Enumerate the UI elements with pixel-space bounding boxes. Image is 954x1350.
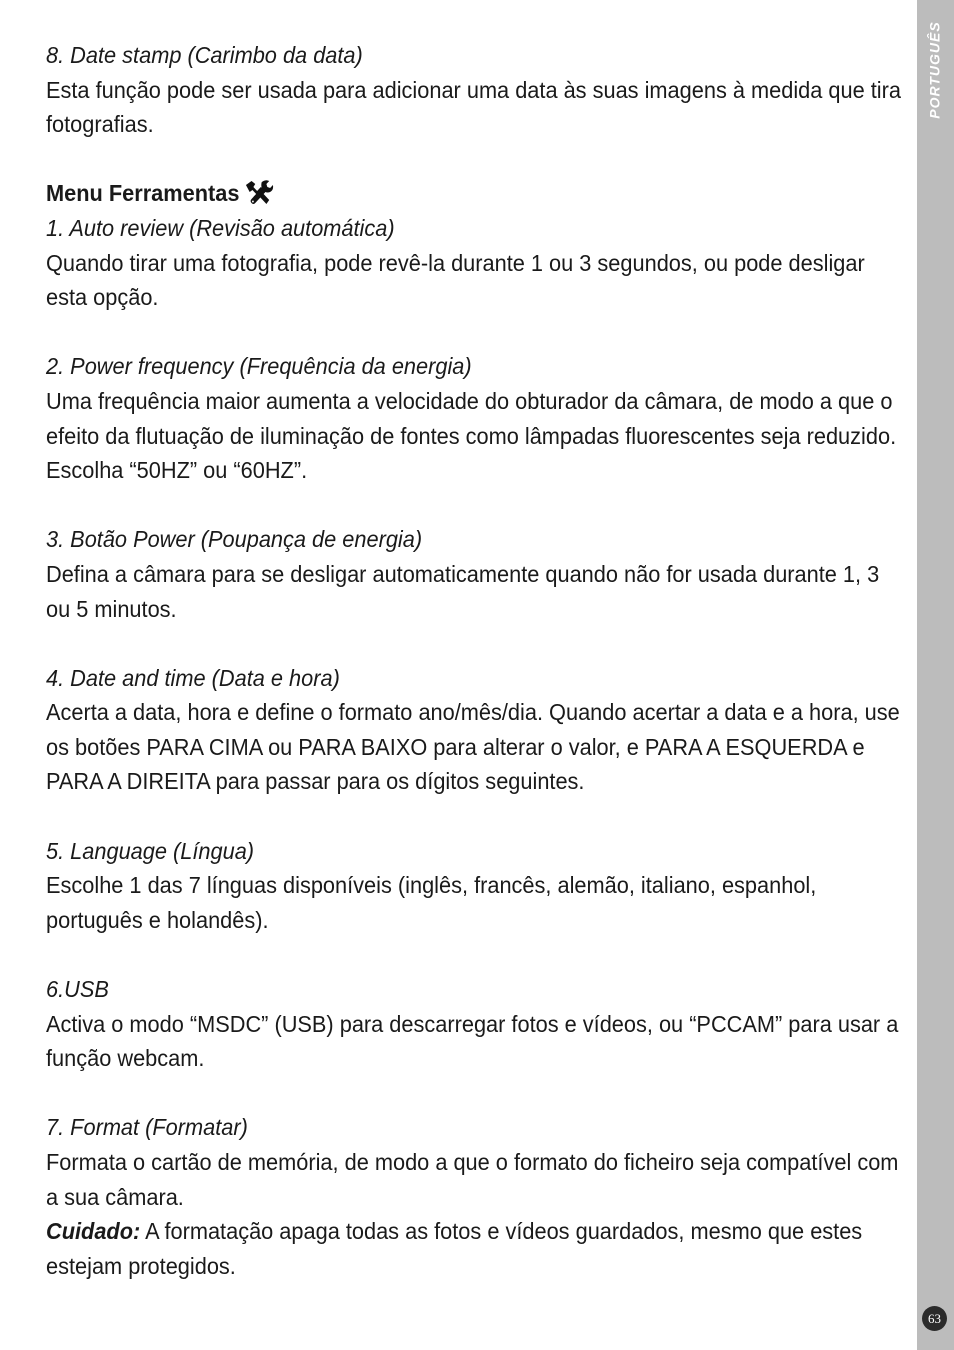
power-save-title: 3. Botão Power (Poupança de energia) xyxy=(46,526,423,553)
format-body: Formata o cartão de memória, de modo a que o formato do ficheiro seja compatível com a sua câmara. xyxy=(46,1149,899,1210)
caution-body: A formatação apaga todas as fotos e vídeos guardados, mesmo que estes estejam protegidos. xyxy=(46,1218,863,1279)
spacer xyxy=(46,488,907,523)
usb-body: Activa o modo “MSDC” (USB) para descarregar fotos e vídeos, ou “PCCAM” para usar a função webcam. xyxy=(46,1010,899,1072)
date-stamp-title: 8. Date stamp (Carimbo da data) xyxy=(46,42,363,68)
power-frequency-body: Uma frequência maior aumenta a velocidade do obturador da câmara, de modo a que o efeito da flutuação de iluminação de fontes como lâmpadas fluorescentes seja reduzido. Escolha “50HZ” ou “60HZ”. xyxy=(46,387,897,484)
date-stamp-body: Esta função pode ser usada para adicionar uma data às suas imagens à medida que tira fotografias. xyxy=(46,76,901,138)
power-save-body: Defina a câmara para se desligar automaticamente quando não for usada durante 1, 3 ou 5 minutos. xyxy=(46,560,880,622)
page-number: 63 xyxy=(922,1306,947,1331)
menu-heading xyxy=(46,176,907,211)
language-label: PORTUGUÊS xyxy=(927,21,943,119)
format-title: 7. Format (Formatar) xyxy=(46,1114,248,1141)
language-body: Escolhe 1 das 7 línguas disponíveis (inglês, francês, alemão, italiano, espanhol, português e holandês). xyxy=(46,872,817,933)
spacer xyxy=(46,626,907,661)
auto-review-body: Quando tirar uma fotografia, pode revê-la durante 1 ou 3 segundos, ou pode desligar esta opção. xyxy=(46,249,865,311)
spacer xyxy=(46,1076,907,1111)
spacer xyxy=(46,799,907,834)
document-body xyxy=(46,38,907,1283)
menu-title: Menu Ferramentas xyxy=(46,180,240,207)
date-time-body: Acerta a data, hora e define o formato ano/mês/dia. Quando acertar a data e a hora, use os botões PARA CIMA ou PARA BAIXO para alterar o valor, e PARA A ESQUERDA e PARA A DIREITA para passar para os dígitos seguintes. xyxy=(46,699,900,795)
auto-review-title: 1. Auto review (Revisão automática) xyxy=(46,214,395,241)
spacer xyxy=(46,142,907,177)
language-title: 5. Language (Língua) xyxy=(46,837,255,864)
date-time-title: 4. Date and time (Data e hora) xyxy=(46,664,340,691)
caution-paragraph xyxy=(46,1214,907,1283)
language-label-wrap xyxy=(919,8,951,132)
tools-icon xyxy=(243,178,275,206)
spacer xyxy=(46,315,907,350)
power-frequency-title: 2. Power frequency (Frequência da energia) xyxy=(46,353,472,380)
caution-label: Cuidado: xyxy=(46,1218,141,1245)
spacer xyxy=(46,937,907,972)
language-side-tab xyxy=(917,0,954,1350)
usb-title: 6.USB xyxy=(46,976,109,1003)
